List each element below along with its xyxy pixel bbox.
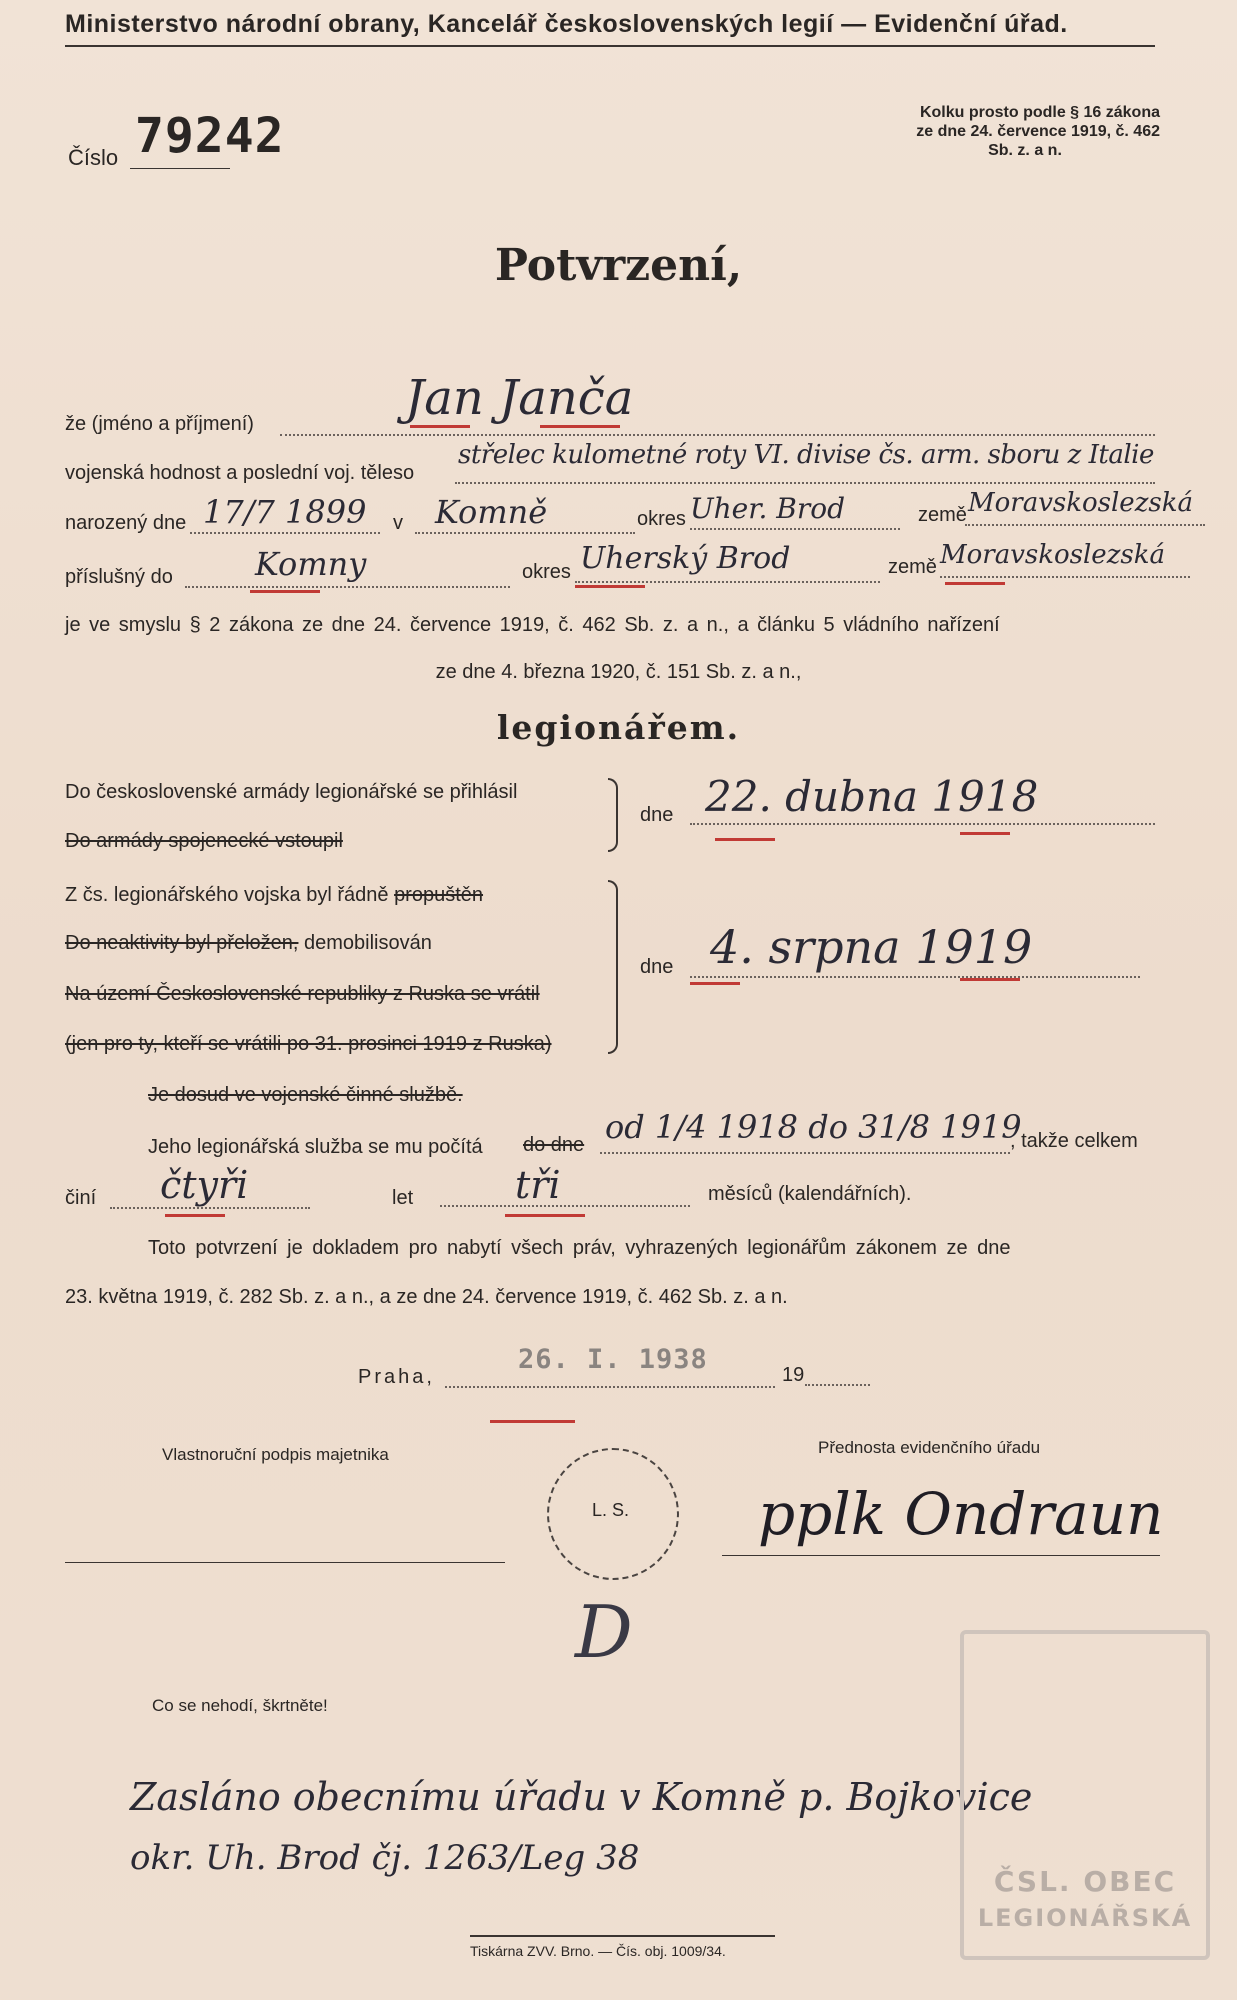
narozeny-dotline xyxy=(190,532,380,534)
let-value: tři xyxy=(515,1163,561,1207)
sluzba-line-a: Jeho legionářská služba se mu počítá xyxy=(148,1136,483,1158)
zeme1-label: země xyxy=(918,504,967,526)
red-mark xyxy=(410,425,470,428)
prislusny-label: příslušný do xyxy=(65,566,173,588)
brace xyxy=(608,778,618,852)
praha-stamp-date: 26. I. 1938 xyxy=(518,1344,708,1375)
propusten-dne-value: 4. srpna 1919 xyxy=(710,920,1033,974)
v-label: v xyxy=(393,512,403,534)
prihlasil-dne-value: 22. dubna 1918 xyxy=(705,772,1039,821)
v-dotline xyxy=(415,532,635,534)
ls-label: L. S. xyxy=(592,1500,630,1520)
praha-label: Praha, xyxy=(358,1366,435,1388)
emblem-line-2: LEGIONÁŘSKÁ xyxy=(977,1904,1193,1932)
jmeno-value: Jan Janča xyxy=(405,370,634,426)
red-mark xyxy=(490,1420,575,1423)
legionarem-heading: legionářem. xyxy=(496,708,741,747)
hodnost-label: vojenská hodnost a poslední voj. těleso xyxy=(65,462,415,484)
cini-value: čtyři xyxy=(160,1163,249,1207)
document-title: Potvrzení, xyxy=(494,240,743,291)
propusten-dotline xyxy=(690,976,1140,978)
sluzba-line-b: do dne xyxy=(523,1134,585,1156)
prihlasil-line-2: Do armády spojenecké vstoupil xyxy=(65,830,343,852)
prislusny-dotline xyxy=(185,586,510,588)
emblem-line-1: ČSL. OBEC xyxy=(993,1865,1177,1898)
kolek-line-3: Sb. z. a n. xyxy=(988,142,1062,159)
jmeno-dotline xyxy=(280,434,1155,436)
director-signature: pplk Ondraun xyxy=(758,1480,1164,1548)
jmeno-label: že (jméno a příjmení) xyxy=(65,413,254,435)
header-title: Ministerstvo národní obrany, Kancelář československých legií — Evidenční úřad. xyxy=(65,10,1155,47)
red-mark xyxy=(540,425,620,428)
let-label: let xyxy=(392,1187,414,1209)
brace xyxy=(608,880,618,1054)
let-dotline xyxy=(440,1205,690,1207)
hodnost-value: střelec kulometné roty VI. divise čs. arm. sboru z Italie xyxy=(458,440,1154,470)
okres2-dotline xyxy=(575,581,880,583)
sluzba-dotline xyxy=(600,1152,1010,1154)
red-mark xyxy=(505,1214,585,1217)
zeme2-dotline xyxy=(940,576,1190,578)
podpis-majitele-line xyxy=(65,1562,505,1563)
kolek-line-2: ze dne 24. července 1919, č. 462 xyxy=(916,123,1160,140)
kolek-line-1: Kolku prosto podle § 16 zákona xyxy=(919,104,1160,121)
narozeny-value: 17/7 1899 xyxy=(203,493,367,531)
propusten-line-2 xyxy=(65,932,432,955)
v-value: Komně xyxy=(435,493,548,531)
zeme1-value: Moravskoslezská xyxy=(968,488,1193,518)
red-mark xyxy=(960,832,1010,835)
doklad-line-1: Toto potvrzení je dokladem pro nabytí všech práv, vyhrazených legionářům zákonem ze dne xyxy=(148,1237,1011,1259)
kolek-note xyxy=(850,103,1160,160)
narozeny-label: narozený dne xyxy=(65,512,187,534)
okres2-label: okres xyxy=(522,561,571,583)
tiskarna-note: Tiskárna ZVV. Brno. — Čís. obj. 1009/34. xyxy=(470,1943,726,1959)
propusten-line-1b: propuštěn xyxy=(394,884,484,906)
zeme2-label: země xyxy=(888,556,937,578)
red-mark xyxy=(945,582,1005,585)
zakon-line-1: je ve smyslu § 2 zákona ze dne 24. července 1919, č. 462 Sb. z. a n., a článku 5 vládního nařízení xyxy=(65,614,1000,636)
note-line-2: okr. Uh. Brod čj. 1263/Leg 38 xyxy=(130,1838,640,1878)
zeme1-dotline xyxy=(965,524,1205,526)
cislo-number: 79242 xyxy=(135,108,285,164)
red-mark xyxy=(715,838,775,841)
propusten-line-2a: Do neaktivity byl přeložen, xyxy=(65,932,299,954)
prednosta-line xyxy=(722,1555,1160,1556)
prihlasil-dne-label: dne xyxy=(640,804,674,826)
zeme2-value: Moravskoslezská xyxy=(940,540,1165,570)
cislo-label: Číslo xyxy=(68,145,119,170)
cini-dotline xyxy=(110,1207,310,1209)
okres1-value: Uher. Brod xyxy=(690,492,846,525)
hodnost-dotline xyxy=(455,482,1155,484)
prihlasil-dotline xyxy=(690,823,1155,825)
mesicu-label: měsíců (kalendářních). xyxy=(708,1183,912,1205)
praha-dotline xyxy=(445,1386,775,1388)
cislo-underline xyxy=(130,168,230,169)
zakon-line-2: ze dne 4. března 1920, č. 151 Sb. z. a n., xyxy=(435,661,802,683)
watermark-emblem xyxy=(960,1630,1210,1960)
propusten-line-1a: Z čs. legionářského vojska byl řádně xyxy=(65,884,389,906)
propusten-dne-label: dne xyxy=(640,956,674,978)
propusten-line-3: Na území Československé republiky z Ruska se vrátil xyxy=(65,983,540,1005)
propusten-line-2b: demobilisován xyxy=(304,932,432,954)
praha-year-prefix: 19 xyxy=(782,1364,805,1386)
prihlasil-line-1: Do československé armády legionářské se přihlásil xyxy=(65,781,518,803)
doklad-line-2: 23. května 1919, č. 282 Sb. z. a n., a ze dne 24. července 1919, č. 462 Sb. z. a n. xyxy=(65,1286,788,1308)
propusten-line-1 xyxy=(65,884,483,907)
propusten-line-4: (jen pro ty, kteří se vrátili po 31. prosinci 1919 z Ruska) xyxy=(65,1033,552,1055)
prislusny-value: Komny xyxy=(255,545,367,583)
podpis-majitele-label: Vlastnoruční podpis majetnika xyxy=(162,1445,389,1464)
sluzba-value: od 1/4 1918 do 31/8 1919 xyxy=(605,1108,1022,1146)
cinna-sluzba: Je dosud ve vojenské činné službě. xyxy=(148,1084,463,1106)
sluzba-line-c: , takže celkem xyxy=(1010,1130,1138,1152)
okres1-dotline xyxy=(690,528,900,530)
red-mark xyxy=(575,585,645,588)
tiskarna-rule xyxy=(470,1935,775,1937)
note-line-1: Zasláno obecnímu úřadu v Komně p. Bojkovice xyxy=(130,1775,1033,1819)
praha-year-dotline xyxy=(805,1384,870,1386)
red-mark xyxy=(250,590,320,593)
red-mark xyxy=(165,1214,225,1217)
skrtnete-note: Co se nehodí, škrtněte! xyxy=(152,1696,328,1715)
cini-label: činí xyxy=(65,1187,97,1209)
okres1-label: okres xyxy=(637,508,686,530)
prednosta-label: Přednosta evidenčního úřadu xyxy=(818,1438,1041,1457)
red-mark xyxy=(960,978,1020,981)
okres2-value: Uherský Brod xyxy=(580,541,791,576)
initial-mark: D xyxy=(575,1590,633,1674)
red-mark xyxy=(690,982,740,985)
